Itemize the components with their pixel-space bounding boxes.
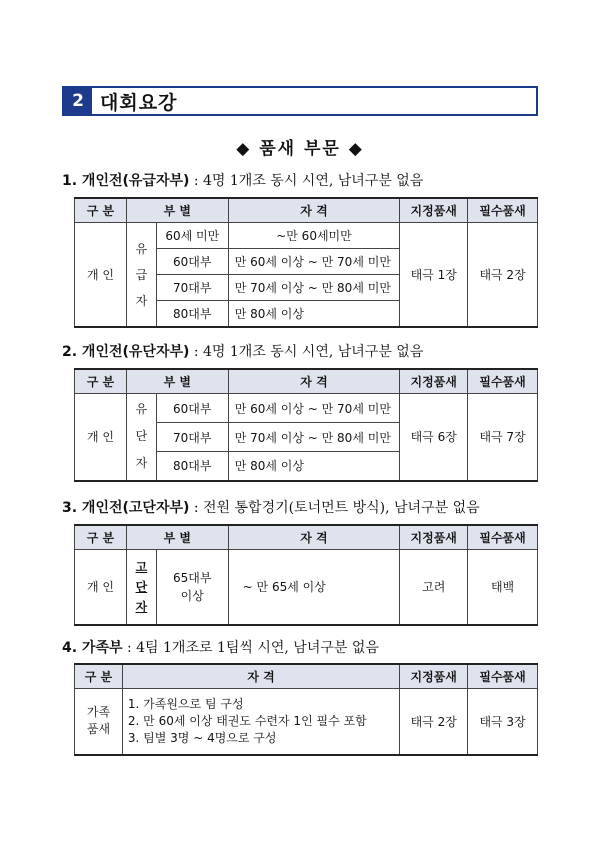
header-group: 부 별: [126, 369, 228, 394]
section-2-desc: : 4명 1개조 동시 시연, 남녀구분 없음: [189, 344, 424, 360]
designated-cell: 태극 2장: [400, 689, 468, 755]
division-cell: 개 인: [75, 394, 127, 481]
header-designated: 지정품새: [400, 664, 468, 689]
header-group: 부 별: [126, 525, 228, 550]
age-cell: 60대부: [156, 394, 228, 423]
section-3-desc: : 전원 통합경기(토너먼트 방식), 남녀구분 없음: [189, 500, 480, 516]
qual-cell: 만 70세 이상 ~ 만 80세 미만: [228, 423, 400, 452]
qual-cell: 만 60세 이상 ~ 만 70세 미만: [228, 249, 400, 275]
section-1-desc: : 4명 1개조 동시 시연, 남녀구분 없음: [189, 173, 424, 189]
designated-cell: 고려: [400, 550, 468, 625]
header-designated: 지정품새: [400, 198, 468, 223]
qual-cell: 만 80세 이상: [228, 301, 400, 328]
group-cell: 유 단 자: [126, 394, 156, 481]
age-cell: 70대부: [156, 275, 228, 301]
list-item: 2. 만 60세 이상 태권도 수련자 1인 필수 포함: [127, 713, 367, 728]
section-3-heading: [62, 497, 480, 517]
group-cell: 유 급 자: [126, 223, 156, 328]
division-cell: 개 인: [75, 550, 127, 625]
age-cell: 60세 미만: [156, 223, 228, 249]
qual-cell: 만 80세 이상: [228, 452, 400, 481]
table-2: [74, 368, 538, 482]
section-3-title: 3. 개인전(고단자부): [62, 500, 190, 516]
header-required: 필수품새: [468, 198, 538, 223]
header-div: 구 분: [75, 369, 127, 394]
group-cell: 고 단 자: [126, 550, 156, 625]
list-item: 1. 가족원으로 팀 구성: [127, 696, 244, 711]
age-cell: 80대부: [156, 301, 228, 328]
section-number: 2: [64, 88, 92, 114]
division-cell: 가족 품새: [75, 689, 123, 755]
subtitle: ◆ 품새 부문 ◆: [236, 139, 364, 159]
division-cell: 개 인: [75, 223, 127, 328]
section-2-heading: [62, 341, 423, 361]
designated-cell: 태극 6장: [400, 394, 468, 481]
qual-cell: 만 70세 이상 ~ 만 80세 미만: [228, 275, 400, 301]
section-4-desc: : 4팀 1개조로 1팀씩 시연, 남녀구분 없음: [122, 640, 379, 656]
required-cell: 태극 7장: [468, 394, 538, 481]
required-cell: 태백: [468, 550, 538, 625]
age-cell: 80대부: [156, 452, 228, 481]
section-header: [62, 86, 538, 116]
section-4-title: 4. 가족부: [62, 640, 123, 656]
qual-cell: ~ 만 65세 이상: [228, 550, 400, 625]
header-div: 구 분: [75, 664, 123, 689]
designated-cell: 태극 1장: [400, 223, 468, 328]
header-div: 구 분: [75, 525, 127, 550]
age-cell: 70대부: [156, 423, 228, 452]
age-cell: 65대부 이상: [156, 550, 228, 625]
required-cell: 태극 3장: [468, 689, 538, 755]
list-item: 3. 팀별 3명 ~ 4명으로 구성: [127, 730, 277, 745]
header-qual: 자 격: [228, 525, 400, 550]
table-4: [74, 663, 538, 756]
table-3: [74, 524, 538, 626]
section-1-heading: [62, 170, 423, 190]
header-qual: 자 격: [122, 664, 399, 689]
qual-cell: 만 60세 이상 ~ 만 70세 미만: [228, 394, 400, 423]
header-required: 필수품새: [468, 664, 538, 689]
section-title: 대회요강: [100, 91, 178, 114]
header-required: 필수품새: [468, 525, 538, 550]
header-div: 구 분: [75, 198, 127, 223]
qual-cell: ~만 60세미만: [228, 223, 400, 249]
section-1-title: 1. 개인전(유급자부): [62, 173, 190, 189]
header-group: 부 별: [126, 198, 228, 223]
header-required: 필수품새: [468, 369, 538, 394]
table-1: [74, 197, 538, 328]
section-2-title: 2. 개인전(유단자부): [62, 344, 190, 360]
header-designated: 지정품새: [400, 369, 468, 394]
header-qual: 자 격: [228, 198, 400, 223]
header-designated: 지정품새: [400, 525, 468, 550]
required-cell: 태극 2장: [468, 223, 538, 328]
qual-cell: [122, 689, 399, 755]
section-4-heading: [62, 637, 379, 657]
age-cell: 60대부: [156, 249, 228, 275]
header-qual: 자 격: [228, 369, 400, 394]
